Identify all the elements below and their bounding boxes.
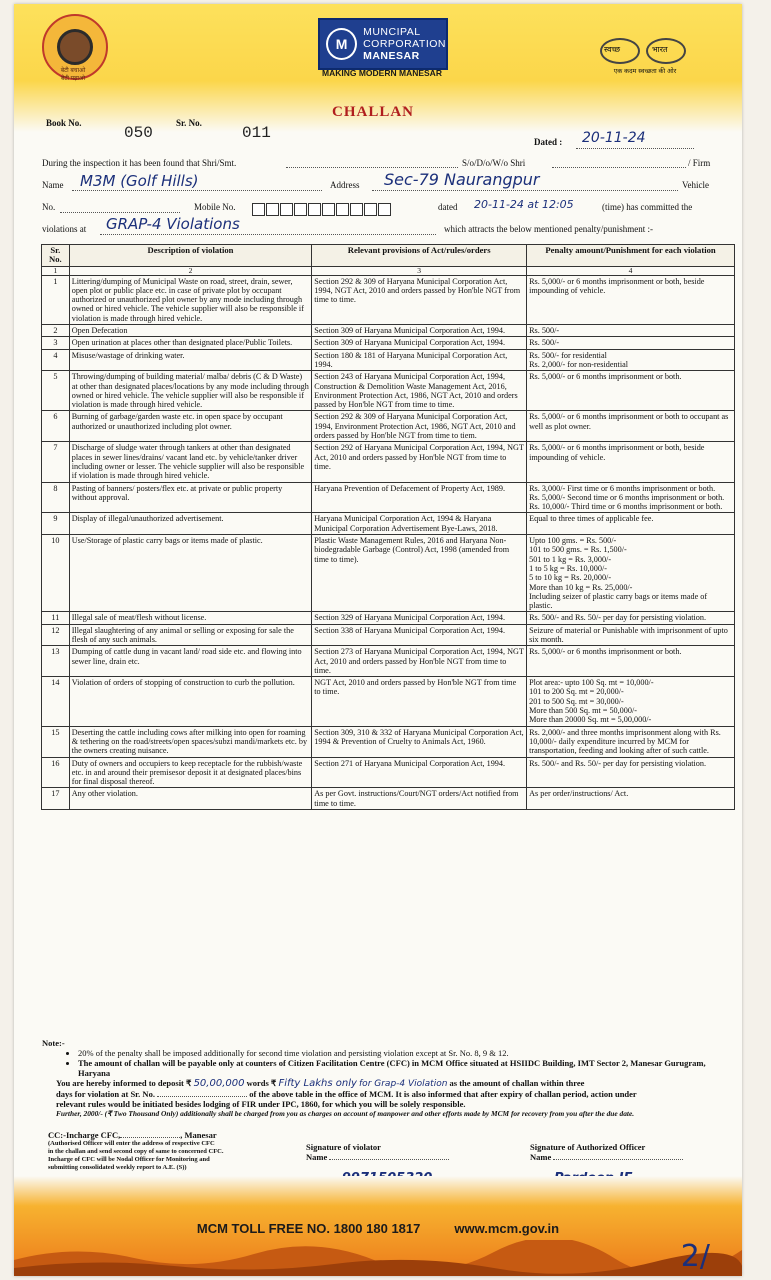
description-cell: Open Defecation [69, 325, 312, 337]
mobile-box [280, 203, 293, 216]
handwritten-scribble: 2/ [680, 1239, 710, 1274]
description-cell: Any other violation. [69, 788, 312, 810]
description-cell: Illegal slaughtering of any animal or selling or exposing for sale the flesh of any such animals. [69, 624, 312, 646]
provisions-cell: Section 180 & 181 of Haryana Municipal Corporation Act, 1994. [312, 349, 527, 371]
description-cell: Misuse/wastage of drinking water. [69, 349, 312, 371]
cc-note: Incharge of CFC will be Nodal Officer for Monitoring and [48, 1156, 210, 1163]
table-row [42, 411, 735, 442]
cc-place: , Manesar [180, 1130, 217, 1140]
address-label: Address [330, 180, 360, 190]
book-no-value: 050 [124, 124, 153, 142]
description-cell: Littering/dumping of Municipal Waste on road, street, drain, sewer, open plot or public place etc. in case of private plot by occupant authorized or unauthorized plot owner by any mode including through owned or hired vehicle. The vehicle supplier will also be responsible if violation is made through hired vehicle. [69, 275, 312, 324]
sr-cell: 1 [42, 275, 70, 324]
sr-cell: 8 [42, 482, 70, 513]
table-row [42, 646, 735, 677]
violations-underline [100, 234, 436, 235]
violator-name-blank [329, 1159, 449, 1160]
mobile-box [322, 203, 335, 216]
description-cell: Throwing/dumping of building material/ malba/ debris (C & D Waste) at other than designated places/locations by any mode including through owned or hired vehicle. The vehicle supplier will also be responsible if violation is made through hired vehicle. [69, 371, 312, 411]
description-cell: Use/Storage of plastic carry bags or items made of plastic. [69, 535, 312, 612]
table-row [42, 726, 735, 757]
mobile-label: Mobile No. [194, 202, 236, 212]
table-row [42, 788, 735, 810]
firm-label: / Firm [688, 158, 711, 168]
cc-note: submitting consolidated weekly report to A.E. (S)) [48, 1164, 187, 1171]
sr-cell: 6 [42, 411, 70, 442]
col-number: 1 [42, 266, 70, 275]
provisions-cell: Section 243 of Haryana Municipal Corporation Act, 1994, Construction & Demolition Waste Management Act, 2016, Environment Protection Act, 1986, NGT Act, 2010 and orders passed by Hon'ble NGT from time to time. [312, 371, 527, 411]
days-line [56, 1089, 736, 1099]
mcm-logo-text [363, 26, 446, 62]
cc-blank [120, 1137, 180, 1138]
description-cell: Open urination at places other than designated place/Public Toilets. [69, 337, 312, 349]
mobile-box [266, 203, 279, 216]
relation-label: S/o/D/o/W/o Shri [462, 158, 526, 168]
left-logo-caption [48, 66, 98, 82]
description-cell: Deserting the cattle including cows after milking into open for roaming & tethering on the road/streets/open spaces/subzi mandi/markets etc. by the owners creating nuisance. [69, 726, 312, 757]
officer-name-blank [553, 1159, 683, 1160]
shri-smt-underline [286, 167, 458, 168]
footer-skyline-art [14, 1240, 742, 1276]
days-line-b: of the above table in the office of MCM. It is also informed that after expiry of challan period, action under [249, 1089, 637, 1099]
mobile-box [252, 203, 265, 216]
header-provisions: Relevant provisions of Act/rules/orders [312, 245, 527, 267]
notes-list [56, 1048, 736, 1078]
provisions-cell: Section 338 of Haryana Municipal Corporation Act, 1994. [312, 624, 527, 646]
dated-underline [576, 148, 694, 149]
penalty-cell: Rs. 5,000/- or 6 months imprisonment or both. [527, 371, 735, 411]
deposit-tail: as the amount of challan within three [449, 1078, 585, 1088]
col-number: 2 [69, 266, 312, 275]
table-row [42, 513, 735, 535]
penalty-cell: Rs. 500/- and Rs. 50/- per day for persisting violation. [527, 612, 735, 624]
mcm-logo [318, 18, 448, 70]
penalty-cell: Equal to three times of applicable fee. [527, 513, 735, 535]
provisions-cell: Plastic Waste Management Rules, 2016 and Haryana Non-biodegradable Garbage (Control) Act, 1998 (amended from time to time). [312, 535, 527, 612]
penalty-cell: Rs. 5,000/- or 6 months imprisonment or both, beside impounding of vehicle. [527, 442, 735, 482]
provisions-cell: Section 309 of Haryana Municipal Corporation Act, 1994. [312, 337, 527, 349]
sr-cell: 5 [42, 371, 70, 411]
deposit-reason: for Grap-4 Violation [359, 1079, 448, 1089]
penalty-cell: Rs. 500/- [527, 325, 735, 337]
sr-cell: 14 [42, 677, 70, 726]
officer-signature-label: Signature of Authorized Officer [530, 1142, 646, 1152]
penalty-cell: Seizure of material or Punishable with imprisonment of upto six month. [527, 624, 735, 646]
provisions-cell: Section 292 & 309 of Haryana Municipal Corporation Act, 1994, NGT Act, 2010 and orders passed by Hon'ble NGT from time to time. [312, 275, 527, 324]
notes-heading: Note:- [42, 1038, 65, 1048]
address-underline [372, 190, 678, 191]
table-body [42, 275, 735, 809]
cc-block [48, 1130, 224, 1172]
sr-cell: 17 [42, 788, 70, 810]
table-row [42, 482, 735, 513]
vehicle-no-label: No. [42, 202, 56, 212]
notes-section [42, 1038, 736, 1119]
left-logo-caption-top: बेटी बचाओ [60, 68, 86, 74]
violations-value: GRAP-4 Violations [106, 215, 240, 233]
penalty-cell: Rs. 500/- [527, 337, 735, 349]
violations-table [41, 244, 735, 810]
sr-cell: 4 [42, 349, 70, 371]
penalty-cell: Rs. 5,000/- or 6 months imprisonment or both to occupant as well as plot owner. [527, 411, 735, 442]
sr-cell: 11 [42, 612, 70, 624]
provisions-cell: Haryana Prevention of Defacement of Property Act, 1989. [312, 482, 527, 513]
penalty-cell: As per order/instructions/ Act. [527, 788, 735, 810]
description-cell: Burning of garbage/garden waste etc. in open space by occupant authorized or unauthorized including plot owner. [69, 411, 312, 442]
table-row [42, 442, 735, 482]
header-description: Description of violation [69, 245, 312, 267]
description-cell: Discharge of sludge water through tankers at other than designated places in sewer lines/drains/ vacant land etc. by vehicle/tanker driver including owner or lesser. The vehicle supplier will also be responsible if violation is made through hired vehicle. [69, 442, 312, 482]
swachh-caption: एक कदम स्वच्छता की ओर [613, 68, 677, 75]
mobile-box [336, 203, 349, 216]
col-number: 4 [527, 266, 735, 275]
table-header-row [42, 245, 735, 267]
officer-name-line [530, 1152, 683, 1162]
mobile-box [364, 203, 377, 216]
days-line-a: days for violation at Sr. No. [56, 1089, 155, 1099]
dated-label: Dated : [534, 137, 563, 147]
sr-cell: 16 [42, 757, 70, 788]
deposit-prefix: You are hereby informed to deposit ₹ [56, 1078, 192, 1088]
name-label: Name [42, 180, 64, 190]
provisions-cell: Section 309 of Haryana Municipal Corporation Act, 1994. [312, 325, 527, 337]
book-no-label: Book No. [46, 118, 82, 128]
sr-cell: 10 [42, 535, 70, 612]
penalty-cell: Rs. 500/- and Rs. 50/- per day for persisting violation. [527, 757, 735, 788]
table-row [42, 535, 735, 612]
swachh-left-text: स्वच्छ [604, 45, 621, 54]
table-row [42, 677, 735, 726]
note-item: • The amount of challan will be payable only at counters of Citizen Facilitation Centre (CFC) in MCM Office situated at HSIIDC Building, IMT Sector 2, Manesar Gurugram, Haryana [78, 1058, 736, 1078]
mobile-number-boxes [252, 203, 392, 216]
mcm-emblem-icon: M [326, 28, 357, 60]
left-logo-caption-bottom: बेटी पढ़ाओ [60, 76, 86, 82]
swachh-bharat-logo [590, 34, 700, 80]
name-underline [72, 190, 322, 191]
description-cell: Violation of orders of stopping of construction to curb the pollution. [69, 677, 312, 726]
vehicle-no-underline [60, 212, 180, 213]
address-value: Sec-79 Naurangpur [384, 170, 540, 189]
penalty-cell: Plot area:- upto 100 Sq. mt = 10,000/- 101 to 200 Sq. mt = 20,000/- 201 to 500 Sq. mt = 30,000/- More than 500 Sq. mt = 50,000/- More than 20000 Sq. mt = 5,00,000/- [527, 677, 735, 726]
vehicle-label: Vehicle [682, 180, 709, 190]
provisions-cell: Section 271 of Haryana Municipal Corporation Act, 1994. [312, 757, 527, 788]
violations-label: violations at [42, 224, 87, 234]
provisions-cell: As per Govt. instructions/Court/NGT orders/Act notified from time to time. [312, 788, 527, 810]
table-row [42, 371, 735, 411]
sr-no-blank [157, 1096, 247, 1097]
sr-cell: 12 [42, 624, 70, 646]
note-item: • 20% of the penalty shall be imposed additionally for second time violation and persisting violation except at Sr. No. 8, 9 & 12. [78, 1048, 736, 1058]
further-note: Further, 2000/- (₹ Two Thousand Only) additionally shall be charged from you as charges on account of manpower and other efforts made by MCM for recovery from you after the due date. [56, 1109, 635, 1118]
deposit-words-label: words ₹ [246, 1078, 277, 1088]
sr-cell: 2 [42, 325, 70, 337]
girl-face-icon [57, 29, 93, 65]
deposit-amount: 50,00,000 [193, 1078, 245, 1089]
penalty-cell: Rs. 500/- for residential Rs. 2,000/- for non-residential [527, 349, 735, 371]
mobile-box [378, 203, 391, 216]
provisions-cell: Section 292 of Haryana Municipal Corporation Act, 1994, NGT Act, 2010 and orders passed by Hon'ble NGT from time to time. [312, 442, 527, 482]
name-value: M3M (Golf Hills) [80, 172, 199, 190]
inspection-line-text: During the inspection it has been found that Shri/Smt. [42, 158, 237, 168]
provisions-cell: Section 309, 310 & 332 of Haryana Municipal Corporation Act, 1994 & Prevention of Cruelty to Animals Act, 1960. [312, 726, 527, 757]
org-line2: CORPORATION [363, 38, 446, 50]
header-sr: Sr. No. [42, 245, 70, 267]
provisions-cell: Section 329 of Haryana Municipal Corporation Act, 1994. [312, 612, 527, 624]
dated2-value: 20-11-24 at 12:05 [474, 198, 574, 211]
attracts-text: which attracts the below mentioned penalty/punishment :- [444, 224, 653, 234]
page-title: CHALLAN [332, 104, 415, 120]
col-number: 3 [312, 266, 527, 275]
sr-no-value: 011 [242, 124, 271, 142]
deposit-words-value: Fifty Lakhs only [278, 1078, 357, 1089]
officer-name-label: Name [530, 1152, 552, 1162]
provisions-cell: Haryana Municipal Corporation Act, 1994 & Haryana Municipal Corporation Advertisement Bye-Laws, 2018. [312, 513, 527, 535]
dated-value: 20-11-24 [582, 130, 646, 146]
table-row [42, 325, 735, 337]
provisions-cell: Section 273 of Haryana Municipal Corporation Act, 1994, NGT Act, 2010 and orders passed by Hon'ble NGT from time to time. [312, 646, 527, 677]
sr-no-label: Sr. No. [176, 118, 202, 128]
time-text: (time) has committed the [602, 202, 693, 212]
footer-contact [14, 1221, 742, 1236]
sr-cell: 3 [42, 337, 70, 349]
table-row [42, 612, 735, 624]
toll-free-number: MCM TOLL FREE NO. 1800 180 1817 [196, 1221, 421, 1236]
violator-name-label: Name [306, 1152, 328, 1162]
dated2-label: dated [438, 202, 458, 212]
table-row [42, 349, 735, 371]
penalty-cell: Rs. 3,000/- First time or 6 months imprisonment or both. Rs. 5,000/- Second time or 6 months imprisonment or both. Rs. 10,000/- Third time or 6 months imprisonment or both. [527, 482, 735, 513]
website-link[interactable]: www.mcm.gov.in [454, 1221, 560, 1236]
mobile-box [350, 203, 363, 216]
penalty-cell: Rs. 5,000/- or 6 months imprisonment or both, beside impounding of vehicle. [527, 275, 735, 324]
days-line-c: relevant rules would be initiated besides lodging of FIR under IPC, 1860, for which you will be solely responsible. [56, 1099, 466, 1109]
description-cell: Pasting of banners/ posters/flex etc. at private or public property without approval. [69, 482, 312, 513]
sr-cell: 7 [42, 442, 70, 482]
cc-line [48, 1130, 224, 1140]
swachh-right-text: भारत [652, 45, 668, 54]
org-line1: MUNCIPAL [363, 26, 421, 38]
relation-underline [552, 167, 686, 168]
violator-signature-label: Signature of violator [306, 1142, 381, 1152]
mobile-box [294, 203, 307, 216]
table-column-number-row [42, 266, 735, 275]
sr-cell: 15 [42, 726, 70, 757]
description-cell: Duty of owners and occupiers to keep receptacle for the rubbish/waste etc. in and around their premisesor deposit it at designated places/bins for final disposal thereof. [69, 757, 312, 788]
table-row [42, 275, 735, 324]
provisions-cell: NGT Act, 2010 and orders passed by Hon'ble NGT from time to time. [312, 677, 527, 726]
table-row [42, 757, 735, 788]
cc-label: CC:-Incharge CFC, [48, 1130, 121, 1140]
deposit-line [56, 1078, 736, 1089]
penalty-cell: Rs. 2,000/- and three months imprisonment along with Rs. 10,000/- daily expenditure incurred by MCM for transportation, feeding and looking after of such cattle. [527, 726, 735, 757]
violator-name-line [306, 1152, 462, 1162]
sr-cell: 9 [42, 513, 70, 535]
mobile-box [308, 203, 321, 216]
penalty-cell: Rs. 5,000/- or 6 months imprisonment or both. [527, 646, 735, 677]
cc-note: (Authorised Officer will enter the address of respective CFC [48, 1140, 215, 1147]
header-penalty: Penalty amount/Punishment for each violation [527, 245, 735, 267]
org-line3: MANESAR [363, 50, 420, 62]
provisions-cell: Section 292 & 309 of Haryana Municipal Corporation Act, 1994, Environment Protection Act, 1986, NGT Act, 2010 and orders passed by Hon'ble NGT from time to tiem. [312, 411, 527, 442]
description-cell: Illegal sale of meat/flesh without license. [69, 612, 312, 624]
table-row [42, 624, 735, 646]
table-row [42, 337, 735, 349]
challan-sheet [14, 4, 742, 1276]
sr-cell: 13 [42, 646, 70, 677]
cc-note: in the challan and send second copy of same to concerned CFC. [48, 1148, 224, 1155]
penalty-cell: Upto 100 gms. = Rs. 500/- 101 to 500 gms. = Rs. 1,500/- 501 to 1 kg = Rs. 3,000/- 1 to 5 kg = Rs. 10,000/- 5 to 10 kg = Rs. 20,000/- More than 10 kg = Rs. 25,000/- Including seizer of plastic carry bags or items made of plastic. [527, 535, 735, 612]
tagline: MAKING MODERN MANESAR [322, 68, 442, 78]
description-cell: Display of illegal/unauthorized advertisement. [69, 513, 312, 535]
description-cell: Dumping of cattle dung in vacant land/ road side etc. and flowing into sewer line, drain etc. [69, 646, 312, 677]
